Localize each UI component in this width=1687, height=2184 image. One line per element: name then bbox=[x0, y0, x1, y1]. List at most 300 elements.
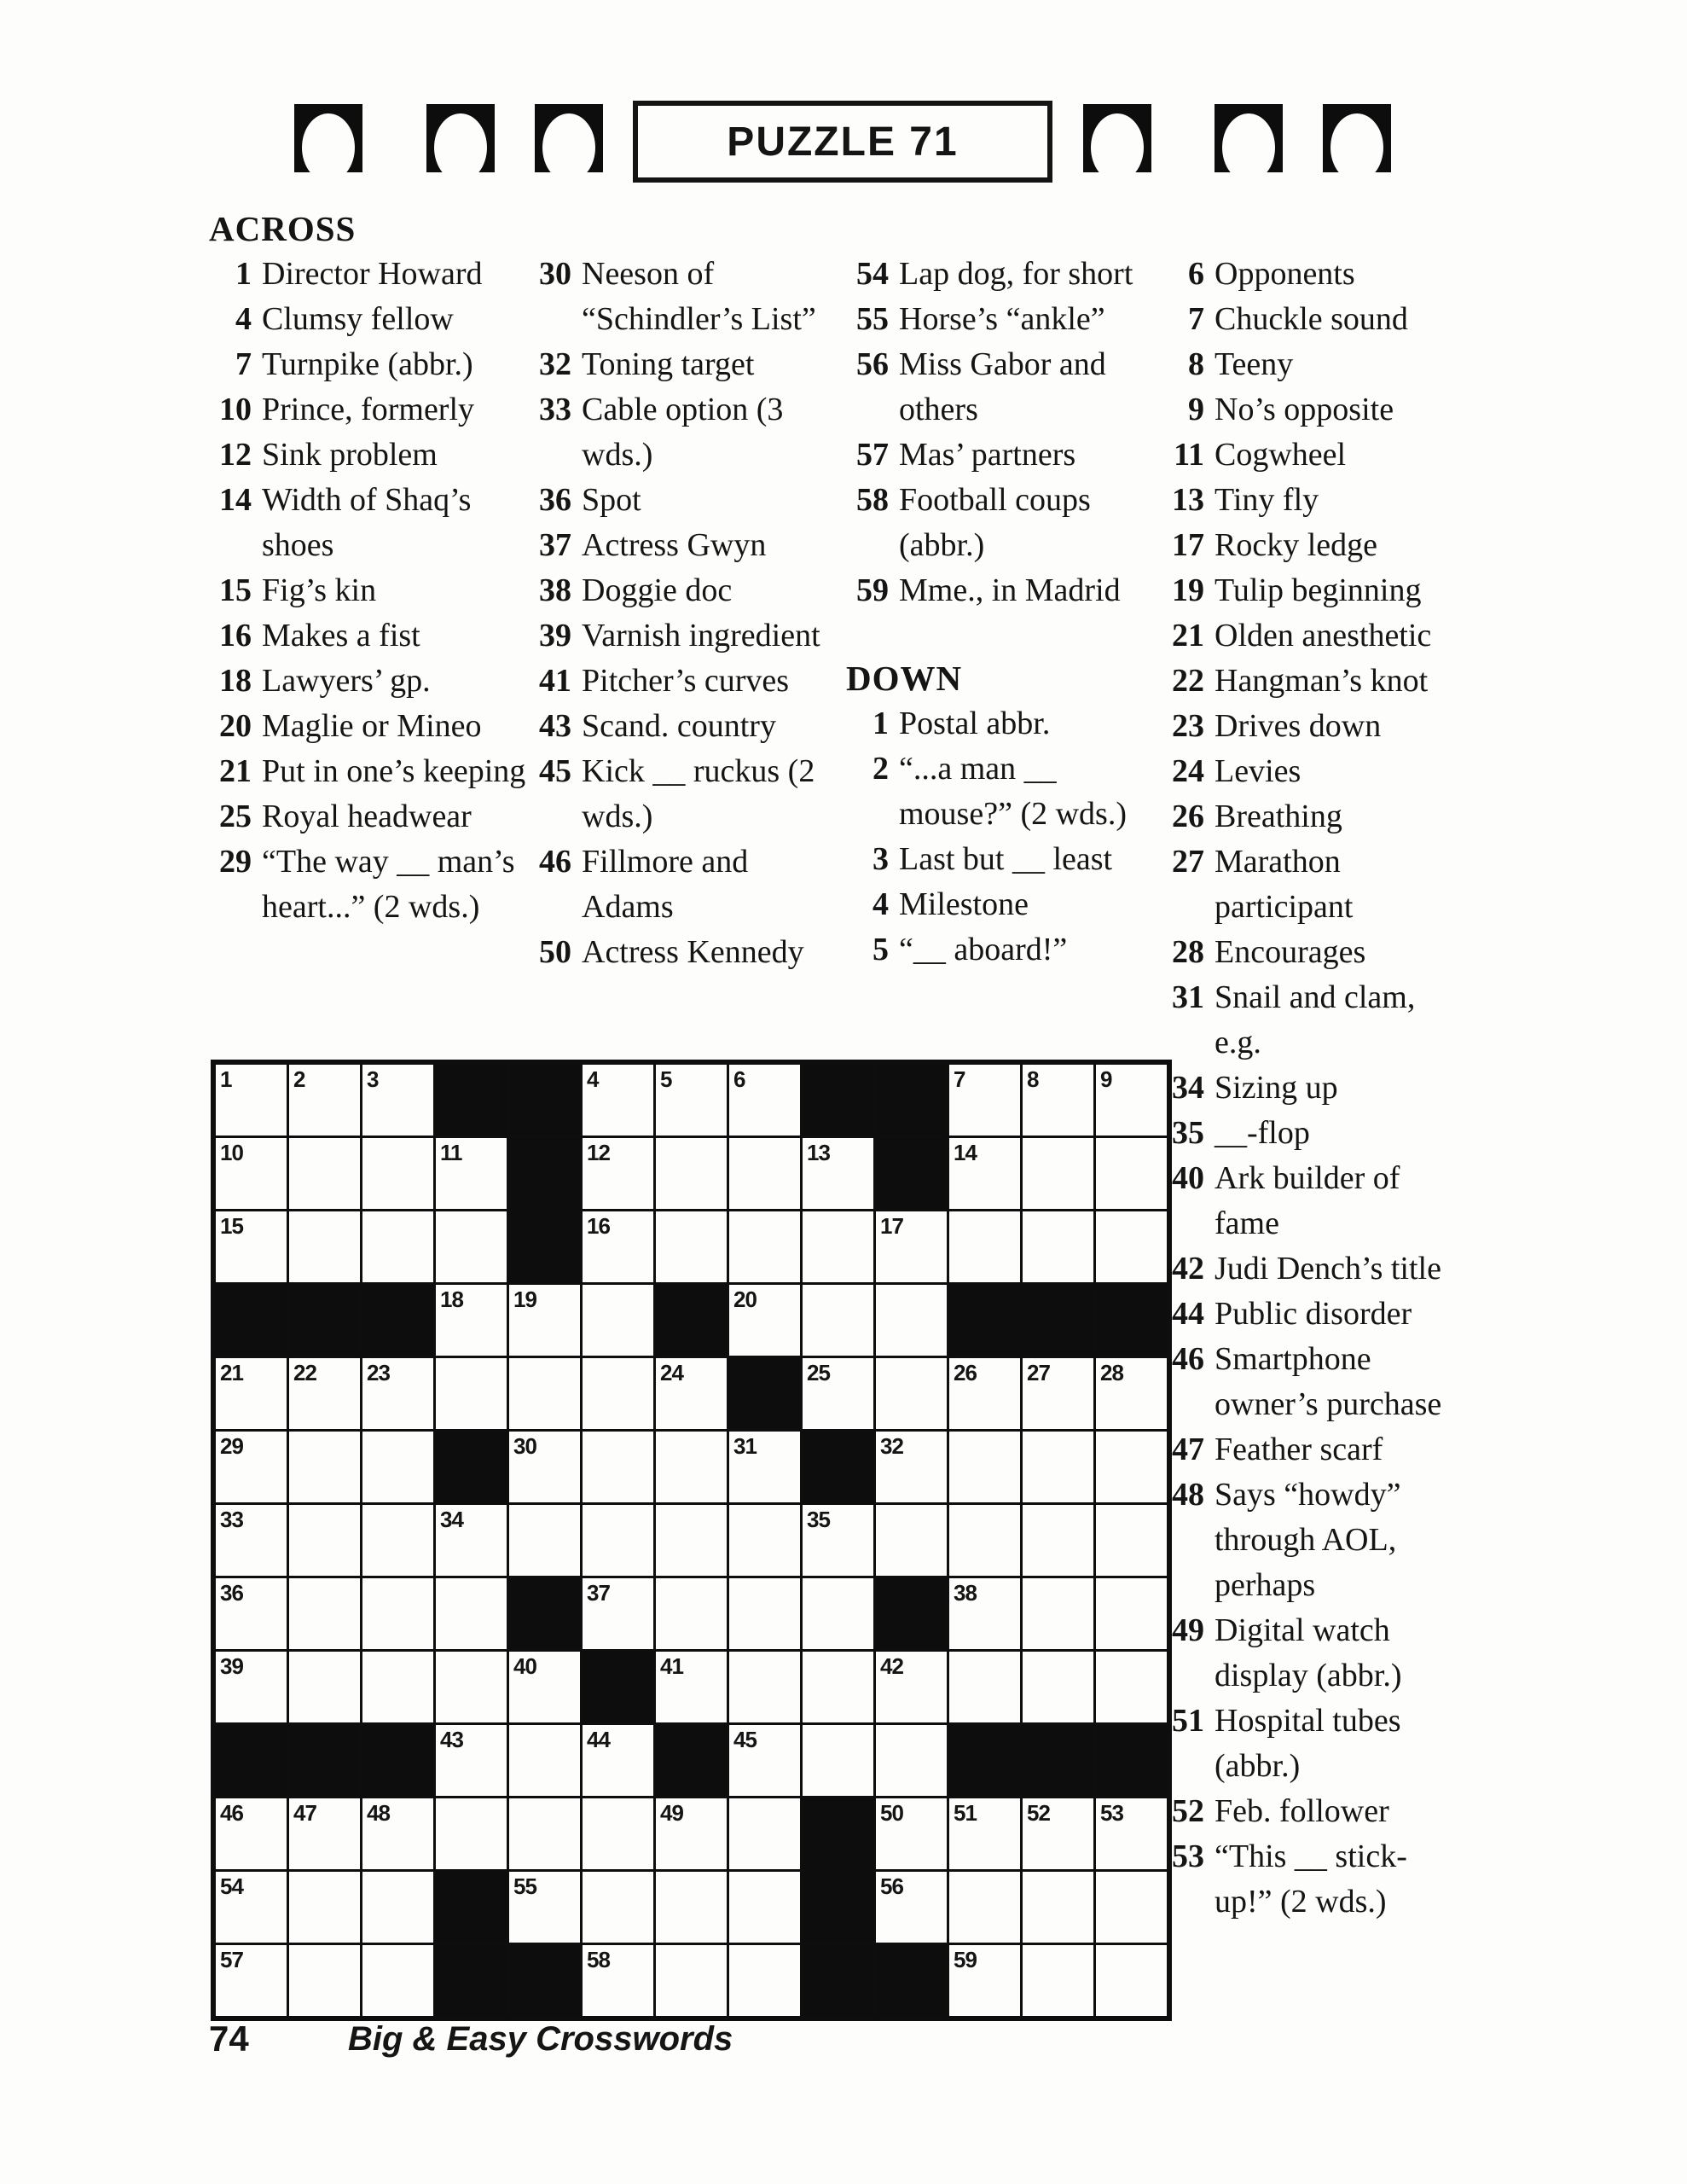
clue-down-2 bbox=[846, 746, 1160, 837]
clue-down-28 bbox=[1162, 930, 1443, 975]
clue-number: 37 bbox=[539, 527, 571, 563]
grid-cell-r10c8[interactable] bbox=[729, 1725, 800, 1796]
grid-cell-r3c2[interactable] bbox=[289, 1211, 360, 1282]
clue-number: 13 bbox=[1172, 482, 1204, 518]
grid-cell-r8c4[interactable] bbox=[436, 1578, 507, 1649]
grid-cell-r8c2[interactable] bbox=[289, 1578, 360, 1649]
grid-cell-r5c9[interactable] bbox=[803, 1358, 873, 1429]
clue-text: Judi Dench’s title bbox=[1215, 1251, 1441, 1287]
grid-cell-r1c13[interactable] bbox=[1096, 1065, 1167, 1136]
grid-black-cell-r4c2 bbox=[289, 1285, 360, 1356]
grid-cell-r9c12[interactable] bbox=[1023, 1652, 1093, 1722]
grid-cell-r10c6[interactable] bbox=[583, 1725, 653, 1796]
grid-cell-r7c2[interactable] bbox=[289, 1505, 360, 1576]
clue-text: Scand. country bbox=[582, 708, 776, 744]
clue-number: 16 bbox=[219, 618, 252, 653]
grid-cell-r10c10[interactable] bbox=[876, 1725, 947, 1796]
clue-text: Ark builder of fame bbox=[1215, 1160, 1400, 1241]
grid-cell-r6c8[interactable] bbox=[729, 1432, 800, 1502]
clue-text: Sizing up bbox=[1215, 1070, 1338, 1106]
grid-cell-r11c13[interactable] bbox=[1096, 1798, 1167, 1869]
grid-cell-r9c8[interactable] bbox=[729, 1652, 800, 1722]
clue-number: 30 bbox=[539, 256, 571, 292]
grid-cell-number: 12 bbox=[587, 1140, 610, 1165]
grid-cell-number: 25 bbox=[807, 1360, 830, 1385]
grid-cell-r1c6[interactable] bbox=[583, 1065, 653, 1136]
page-number: 74 bbox=[209, 2018, 249, 2059]
clue-down-22 bbox=[1162, 659, 1443, 704]
clue-number: 43 bbox=[539, 708, 571, 744]
clue-across-41 bbox=[529, 659, 836, 704]
grid-cell-r4c4[interactable] bbox=[436, 1285, 507, 1356]
page-footer bbox=[209, 2018, 733, 2059]
grid-cell-r11c6[interactable] bbox=[583, 1798, 653, 1869]
crossword-grid bbox=[211, 1060, 1172, 2021]
clue-down-8 bbox=[1162, 342, 1443, 387]
grid-cell-r5c12[interactable] bbox=[1023, 1358, 1093, 1429]
grid-cell-r2c9[interactable] bbox=[803, 1138, 873, 1209]
grid-cell-r11c5[interactable] bbox=[509, 1798, 580, 1869]
clue-text: Width of Shaq’s shoes bbox=[262, 482, 472, 563]
puzzle-title: PUZZLE 71 bbox=[727, 119, 959, 165]
grid-cell-r5c1[interactable] bbox=[216, 1358, 287, 1429]
grid-cell-number: 44 bbox=[587, 1727, 610, 1752]
grid-cell-number: 33 bbox=[220, 1507, 243, 1532]
clue-number: 1 bbox=[235, 256, 252, 292]
grid-cell-r5c10[interactable] bbox=[876, 1358, 947, 1429]
clue-across-25 bbox=[209, 794, 542, 839]
grid-cell-r3c13[interactable] bbox=[1096, 1211, 1167, 1282]
clue-across-39 bbox=[529, 613, 836, 659]
clue-number: 21 bbox=[219, 753, 252, 789]
grid-cell-r10c9[interactable] bbox=[803, 1725, 873, 1796]
clue-down-13 bbox=[1162, 478, 1443, 523]
grid-cell-r9c10[interactable] bbox=[876, 1652, 947, 1722]
grid-cell-r1c7[interactable] bbox=[656, 1065, 727, 1136]
grid-cell-r7c13[interactable] bbox=[1096, 1505, 1167, 1576]
grid-cell-r13c12[interactable] bbox=[1023, 1945, 1093, 2016]
grid-cell-r9c11[interactable] bbox=[949, 1652, 1020, 1722]
grid-cell-r12c5[interactable] bbox=[509, 1872, 580, 1943]
grid-cell-r7c11[interactable] bbox=[949, 1505, 1020, 1576]
grid-cell-number: 31 bbox=[733, 1433, 757, 1459]
clue-number: 7 bbox=[235, 346, 252, 382]
grid-cell-r9c4[interactable] bbox=[436, 1652, 507, 1722]
clue-down-31 bbox=[1162, 975, 1443, 1066]
grid-cell-r8c7[interactable] bbox=[656, 1578, 727, 1649]
grid-cell-r7c1[interactable] bbox=[216, 1505, 287, 1576]
grid-black-cell-r6c9 bbox=[803, 1432, 873, 1502]
grid-cell-r7c12[interactable] bbox=[1023, 1505, 1093, 1576]
grid-cell-number: 3 bbox=[367, 1066, 379, 1092]
grid-cell-r3c8[interactable] bbox=[729, 1211, 800, 1282]
grid-cell-r7c4[interactable] bbox=[436, 1505, 507, 1576]
grid-black-cell-r4c12 bbox=[1023, 1285, 1093, 1356]
clue-number: 17 bbox=[1172, 527, 1204, 563]
grid-black-cell-r13c5 bbox=[509, 1945, 580, 2016]
grid-black-cell-r1c10 bbox=[876, 1065, 947, 1136]
grid-cell-r11c2[interactable] bbox=[289, 1798, 360, 1869]
clue-down-26 bbox=[1162, 794, 1443, 839]
clue-down-4 bbox=[846, 882, 1160, 927]
grid-cell-number: 34 bbox=[440, 1507, 463, 1532]
clue-text: Drives down bbox=[1215, 708, 1382, 744]
grid-cell-r10c4[interactable] bbox=[436, 1725, 507, 1796]
grid-cell-r12c13[interactable] bbox=[1096, 1872, 1167, 1943]
grid-cell-number: 20 bbox=[733, 1287, 757, 1312]
grid-cell-r3c10[interactable] bbox=[876, 1211, 947, 1282]
grid-cell-r4c9[interactable] bbox=[803, 1285, 873, 1356]
clue-down-40 bbox=[1162, 1156, 1443, 1246]
clue-number: 18 bbox=[219, 663, 252, 699]
clue-text: Breathing bbox=[1215, 799, 1342, 834]
grid-cell-r8c9[interactable] bbox=[803, 1578, 873, 1649]
grid-cell-r9c5[interactable] bbox=[509, 1652, 580, 1722]
clue-number: 41 bbox=[539, 663, 571, 699]
grid-cell-r3c9[interactable] bbox=[803, 1211, 873, 1282]
grid-cell-r3c11[interactable] bbox=[949, 1211, 1020, 1282]
grid-black-cell-r11c9 bbox=[803, 1798, 873, 1869]
clue-text: No’s opposite bbox=[1215, 392, 1394, 427]
grid-cell-r6c2[interactable] bbox=[289, 1432, 360, 1502]
grid-cell-r2c8[interactable] bbox=[729, 1138, 800, 1209]
clue-number: 57 bbox=[856, 437, 889, 473]
clue-across-30 bbox=[529, 252, 836, 342]
clue-text: Digital watch display (abbr.) bbox=[1215, 1612, 1402, 1693]
grid-cell-r12c2[interactable] bbox=[289, 1872, 360, 1943]
grid-cell-number: 36 bbox=[220, 1580, 243, 1606]
clue-text: “The way __ man’s heart...” (2 wds.) bbox=[262, 844, 515, 925]
grid-cell-r6c7[interactable] bbox=[656, 1432, 727, 1502]
grid-cell-r6c11[interactable] bbox=[949, 1432, 1020, 1502]
grid-cell-r3c4[interactable] bbox=[436, 1211, 507, 1282]
grid-cell-number: 51 bbox=[954, 1800, 977, 1826]
grid-cell-r5c11[interactable] bbox=[949, 1358, 1020, 1429]
grid-cell-r11c7[interactable] bbox=[656, 1798, 727, 1869]
grid-black-cell-r10c1 bbox=[216, 1725, 287, 1796]
clue-down-3 bbox=[846, 837, 1160, 882]
grid-cell-number: 38 bbox=[954, 1580, 977, 1606]
clue-down-44 bbox=[1162, 1292, 1443, 1337]
clue-down-7 bbox=[1162, 297, 1443, 342]
clue-number: 34 bbox=[1172, 1070, 1204, 1106]
grid-cell-r3c6[interactable] bbox=[583, 1211, 653, 1282]
grid-black-cell-r4c11 bbox=[949, 1285, 1020, 1356]
clue-number: 7 bbox=[1188, 301, 1204, 337]
grid-cell-r7c3[interactable] bbox=[362, 1505, 433, 1576]
grid-cell-r5c3[interactable] bbox=[362, 1358, 433, 1429]
grid-cell-r3c12[interactable] bbox=[1023, 1211, 1093, 1282]
grid-cell-r9c9[interactable] bbox=[803, 1652, 873, 1722]
grid-black-cell-r4c1 bbox=[216, 1285, 287, 1356]
clue-text: Director Howard bbox=[262, 256, 483, 292]
binding-hole-icon bbox=[535, 104, 603, 172]
grid-cell-r1c1[interactable] bbox=[216, 1065, 287, 1136]
grid-cell-r7c10[interactable] bbox=[876, 1505, 947, 1576]
clue-across-57 bbox=[846, 433, 1160, 478]
clue-text: Actress Kennedy bbox=[582, 934, 804, 970]
grid-black-cell-r10c7 bbox=[656, 1725, 727, 1796]
clue-down-48 bbox=[1162, 1472, 1443, 1608]
grid-cell-r12c12[interactable] bbox=[1023, 1872, 1093, 1943]
grid-cell-r7c5[interactable] bbox=[509, 1505, 580, 1576]
grid-cell-r6c1[interactable] bbox=[216, 1432, 287, 1502]
clue-column-2 bbox=[529, 252, 836, 975]
grid-cell-r4c6[interactable] bbox=[583, 1285, 653, 1356]
grid-cell-r2c11[interactable] bbox=[949, 1138, 1020, 1209]
grid-cell-r5c6[interactable] bbox=[583, 1358, 653, 1429]
clue-text: Sink problem bbox=[262, 437, 438, 473]
clue-text: Opponents bbox=[1215, 256, 1355, 292]
clue-number: 2 bbox=[872, 751, 889, 787]
grid-cell-number: 58 bbox=[587, 1947, 610, 1972]
binding-hole-icon bbox=[1215, 104, 1283, 172]
clue-text: Varnish ingredient bbox=[582, 618, 820, 653]
clue-text: Encourages bbox=[1215, 934, 1366, 970]
grid-cell-number: 57 bbox=[220, 1947, 243, 1972]
grid-cell-r13c8[interactable] bbox=[729, 1945, 800, 2016]
grid-cell-r9c2[interactable] bbox=[289, 1652, 360, 1722]
grid-black-cell-r13c4 bbox=[436, 1945, 507, 2016]
clue-across-56 bbox=[846, 342, 1160, 433]
grid-cell-r8c6[interactable] bbox=[583, 1578, 653, 1649]
clue-number: 58 bbox=[856, 482, 889, 518]
clue-across-58 bbox=[846, 478, 1160, 568]
grid-cell-number: 47 bbox=[293, 1800, 316, 1826]
grid-cell-r11c11[interactable] bbox=[949, 1798, 1020, 1869]
grid-cell-r6c10[interactable] bbox=[876, 1432, 947, 1502]
clue-across-12 bbox=[209, 433, 542, 478]
grid-cell-number: 7 bbox=[954, 1066, 965, 1092]
clue-text: Marathon participant bbox=[1215, 844, 1354, 925]
clue-down-24 bbox=[1162, 749, 1443, 794]
clue-down-35 bbox=[1162, 1111, 1443, 1156]
grid-cell-r11c4[interactable] bbox=[436, 1798, 507, 1869]
clue-across-15 bbox=[209, 568, 542, 613]
grid-cell-r8c1[interactable] bbox=[216, 1578, 287, 1649]
clue-number: 40 bbox=[1172, 1160, 1204, 1196]
grid-black-cell-r8c5 bbox=[509, 1578, 580, 1649]
clue-number: 10 bbox=[219, 392, 252, 427]
clue-number: 15 bbox=[219, 572, 252, 608]
grid-cell-number: 43 bbox=[440, 1727, 463, 1752]
grid-cell-r5c5[interactable] bbox=[509, 1358, 580, 1429]
grid-black-cell-r1c4 bbox=[436, 1065, 507, 1136]
grid-black-cell-r4c13 bbox=[1096, 1285, 1167, 1356]
grid-cell-number: 4 bbox=[587, 1066, 599, 1092]
grid-cell-r11c12[interactable] bbox=[1023, 1798, 1093, 1869]
grid-cell-r6c5[interactable] bbox=[509, 1432, 580, 1502]
clue-text: Put in one’s keeping bbox=[262, 753, 526, 789]
clue-text: Tulip beginning bbox=[1215, 572, 1422, 608]
clue-down-19 bbox=[1162, 568, 1443, 613]
grid-cell-r8c12[interactable] bbox=[1023, 1578, 1093, 1649]
grid-black-cell-r10c3 bbox=[362, 1725, 433, 1796]
grid-cell-number: 27 bbox=[1027, 1360, 1050, 1385]
clue-across-38 bbox=[529, 568, 836, 613]
grid-cell-r12c11[interactable] bbox=[949, 1872, 1020, 1943]
grid-cell-r12c1[interactable] bbox=[216, 1872, 287, 1943]
clue-across-50 bbox=[529, 930, 836, 975]
grid-cell-number: 24 bbox=[660, 1360, 683, 1385]
grid-cell-r12c3[interactable] bbox=[362, 1872, 433, 1943]
clue-text: Postal abbr. bbox=[899, 706, 1051, 741]
grid-cell-r2c12[interactable] bbox=[1023, 1138, 1093, 1209]
grid-cell-r1c12[interactable] bbox=[1023, 1065, 1093, 1136]
grid-cell-r8c11[interactable] bbox=[949, 1578, 1020, 1649]
grid-cell-r2c7[interactable] bbox=[656, 1138, 727, 1209]
grid-cell-number: 22 bbox=[293, 1360, 316, 1385]
grid-cell-r6c6[interactable] bbox=[583, 1432, 653, 1502]
grid-cell-r9c1[interactable] bbox=[216, 1652, 287, 1722]
clue-across-1 bbox=[209, 252, 542, 297]
grid-cell-r6c12[interactable] bbox=[1023, 1432, 1093, 1502]
clue-across-29 bbox=[209, 839, 542, 930]
grid-cell-r12c10[interactable] bbox=[876, 1872, 947, 1943]
grid-cell-r13c1[interactable] bbox=[216, 1945, 287, 2016]
grid-cell-number: 21 bbox=[220, 1360, 243, 1385]
grid-cell-number: 10 bbox=[220, 1140, 243, 1165]
grid-cell-r3c1[interactable] bbox=[216, 1211, 287, 1282]
clue-across-10 bbox=[209, 387, 542, 433]
grid-cell-r3c3[interactable] bbox=[362, 1211, 433, 1282]
grid-cell-r7c9[interactable] bbox=[803, 1505, 873, 1576]
grid-black-cell-r2c10 bbox=[876, 1138, 947, 1209]
grid-cell-r7c7[interactable] bbox=[656, 1505, 727, 1576]
grid-cell-r6c3[interactable] bbox=[362, 1432, 433, 1502]
grid-cell-r5c7[interactable] bbox=[656, 1358, 727, 1429]
grid-cell-r13c13[interactable] bbox=[1096, 1945, 1167, 2016]
grid-cell-r7c6[interactable] bbox=[583, 1505, 653, 1576]
grid-cell-r12c6[interactable] bbox=[583, 1872, 653, 1943]
clue-number: 42 bbox=[1172, 1251, 1204, 1287]
grid-black-cell-r5c8 bbox=[729, 1358, 800, 1429]
clue-text: Turnpike (abbr.) bbox=[262, 346, 473, 382]
grid-cell-r1c11[interactable] bbox=[949, 1065, 1020, 1136]
grid-cell-r12c7[interactable] bbox=[656, 1872, 727, 1943]
grid-black-cell-r4c7 bbox=[656, 1285, 727, 1356]
grid-cell-r2c4[interactable] bbox=[436, 1138, 507, 1209]
clue-text: Public disorder bbox=[1215, 1296, 1412, 1332]
grid-cell-r9c7[interactable] bbox=[656, 1652, 727, 1722]
clue-across-14 bbox=[209, 478, 542, 568]
grid-cell-r2c13[interactable] bbox=[1096, 1138, 1167, 1209]
clue-number: 51 bbox=[1172, 1703, 1204, 1739]
grid-cell-r10c5[interactable] bbox=[509, 1725, 580, 1796]
grid-cell-r5c4[interactable] bbox=[436, 1358, 507, 1429]
clue-number: 3 bbox=[872, 841, 889, 877]
clue-across-16 bbox=[209, 613, 542, 659]
clue-number: 59 bbox=[856, 572, 889, 608]
grid-cell-number: 52 bbox=[1027, 1800, 1050, 1826]
clue-text: Neeson of “Schindler’s List” bbox=[582, 256, 816, 337]
grid-cell-r11c3[interactable] bbox=[362, 1798, 433, 1869]
grid-cell-r4c10[interactable] bbox=[876, 1285, 947, 1356]
clue-text: Milestone bbox=[899, 886, 1029, 922]
grid-cell-r3c7[interactable] bbox=[656, 1211, 727, 1282]
grid-cell-r12c8[interactable] bbox=[729, 1872, 800, 1943]
grid-black-cell-r6c4 bbox=[436, 1432, 507, 1502]
grid-cell-r11c10[interactable] bbox=[876, 1798, 947, 1869]
clue-text: Feather scarf bbox=[1215, 1432, 1383, 1467]
clue-text: Smartphone owner’s purchase bbox=[1215, 1341, 1442, 1422]
clue-number: 39 bbox=[539, 618, 571, 653]
clue-number: 32 bbox=[539, 346, 571, 382]
grid-cell-r5c2[interactable] bbox=[289, 1358, 360, 1429]
clue-text: Fillmore and Adams bbox=[582, 844, 749, 925]
clue-number: 47 bbox=[1172, 1432, 1204, 1467]
binding-hole-icon bbox=[294, 104, 362, 172]
grid-cell-number: 42 bbox=[880, 1653, 903, 1679]
grid-black-cell-r13c10 bbox=[876, 1945, 947, 2016]
grid-cell-r13c7[interactable] bbox=[656, 1945, 727, 2016]
clue-text: Spot bbox=[582, 482, 641, 518]
clue-column-4 bbox=[1162, 252, 1443, 1925]
clue-text: Mas’ partners bbox=[899, 437, 1076, 473]
clue-number: 48 bbox=[1172, 1477, 1204, 1513]
grid-cell-r13c3[interactable] bbox=[362, 1945, 433, 2016]
grid-cell-r9c3[interactable] bbox=[362, 1652, 433, 1722]
grid-cell-r1c2[interactable] bbox=[289, 1065, 360, 1136]
grid-black-cell-r4c3 bbox=[362, 1285, 433, 1356]
clue-number: 50 bbox=[539, 934, 571, 970]
grid-cell-number: 56 bbox=[880, 1873, 903, 1899]
grid-cell-r11c8[interactable] bbox=[729, 1798, 800, 1869]
grid-cell-r13c2[interactable] bbox=[289, 1945, 360, 2016]
grid-cell-r7c8[interactable] bbox=[729, 1505, 800, 1576]
grid-cell-number: 55 bbox=[513, 1873, 536, 1899]
grid-cell-number: 32 bbox=[880, 1433, 903, 1459]
clue-number: 56 bbox=[856, 346, 889, 382]
grid-cell-r11c1[interactable] bbox=[216, 1798, 287, 1869]
clue-number: 5 bbox=[872, 932, 889, 967]
clue-number: 23 bbox=[1172, 708, 1204, 744]
clue-across-43 bbox=[529, 704, 836, 749]
clue-number: 54 bbox=[856, 256, 889, 292]
grid-cell-r1c8[interactable] bbox=[729, 1065, 800, 1136]
grid-cell-r2c6[interactable] bbox=[583, 1138, 653, 1209]
grid-cell-number: 53 bbox=[1100, 1800, 1123, 1826]
clue-text: Fig’s kin bbox=[262, 572, 377, 608]
grid-cell-r1c3[interactable] bbox=[362, 1065, 433, 1136]
clue-down-51 bbox=[1162, 1699, 1443, 1789]
grid-cell-r2c3[interactable] bbox=[362, 1138, 433, 1209]
grid-cell-r6c13[interactable] bbox=[1096, 1432, 1167, 1502]
grid-cell-r8c13[interactable] bbox=[1096, 1578, 1167, 1649]
grid-cell-number: 9 bbox=[1100, 1066, 1112, 1092]
grid-cell-r4c5[interactable] bbox=[509, 1285, 580, 1356]
clue-number: 20 bbox=[219, 708, 252, 744]
clue-number: 36 bbox=[539, 482, 571, 518]
grid-cell-number: 5 bbox=[660, 1066, 672, 1092]
clue-number: 29 bbox=[219, 844, 252, 880]
clue-text: Says “howdy” through AOL, perhaps bbox=[1215, 1477, 1401, 1603]
clue-down-47 bbox=[1162, 1427, 1443, 1472]
grid-cell-r8c3[interactable] bbox=[362, 1578, 433, 1649]
grid-cell-r9c13[interactable] bbox=[1096, 1652, 1167, 1722]
grid-cell-r2c1[interactable] bbox=[216, 1138, 287, 1209]
grid-cell-r5c13[interactable] bbox=[1096, 1358, 1167, 1429]
grid-cell-r13c11[interactable] bbox=[949, 1945, 1020, 2016]
grid-cell-r2c2[interactable] bbox=[289, 1138, 360, 1209]
clue-down-52 bbox=[1162, 1789, 1443, 1834]
clue-text: “This __ stick-up!” (2 wds.) bbox=[1215, 1838, 1407, 1920]
grid-cell-r4c8[interactable] bbox=[729, 1285, 800, 1356]
grid-cell-r8c8[interactable] bbox=[729, 1578, 800, 1649]
clue-down-34 bbox=[1162, 1066, 1443, 1111]
clue-down-21 bbox=[1162, 613, 1443, 659]
grid-cell-r13c6[interactable] bbox=[583, 1945, 653, 2016]
